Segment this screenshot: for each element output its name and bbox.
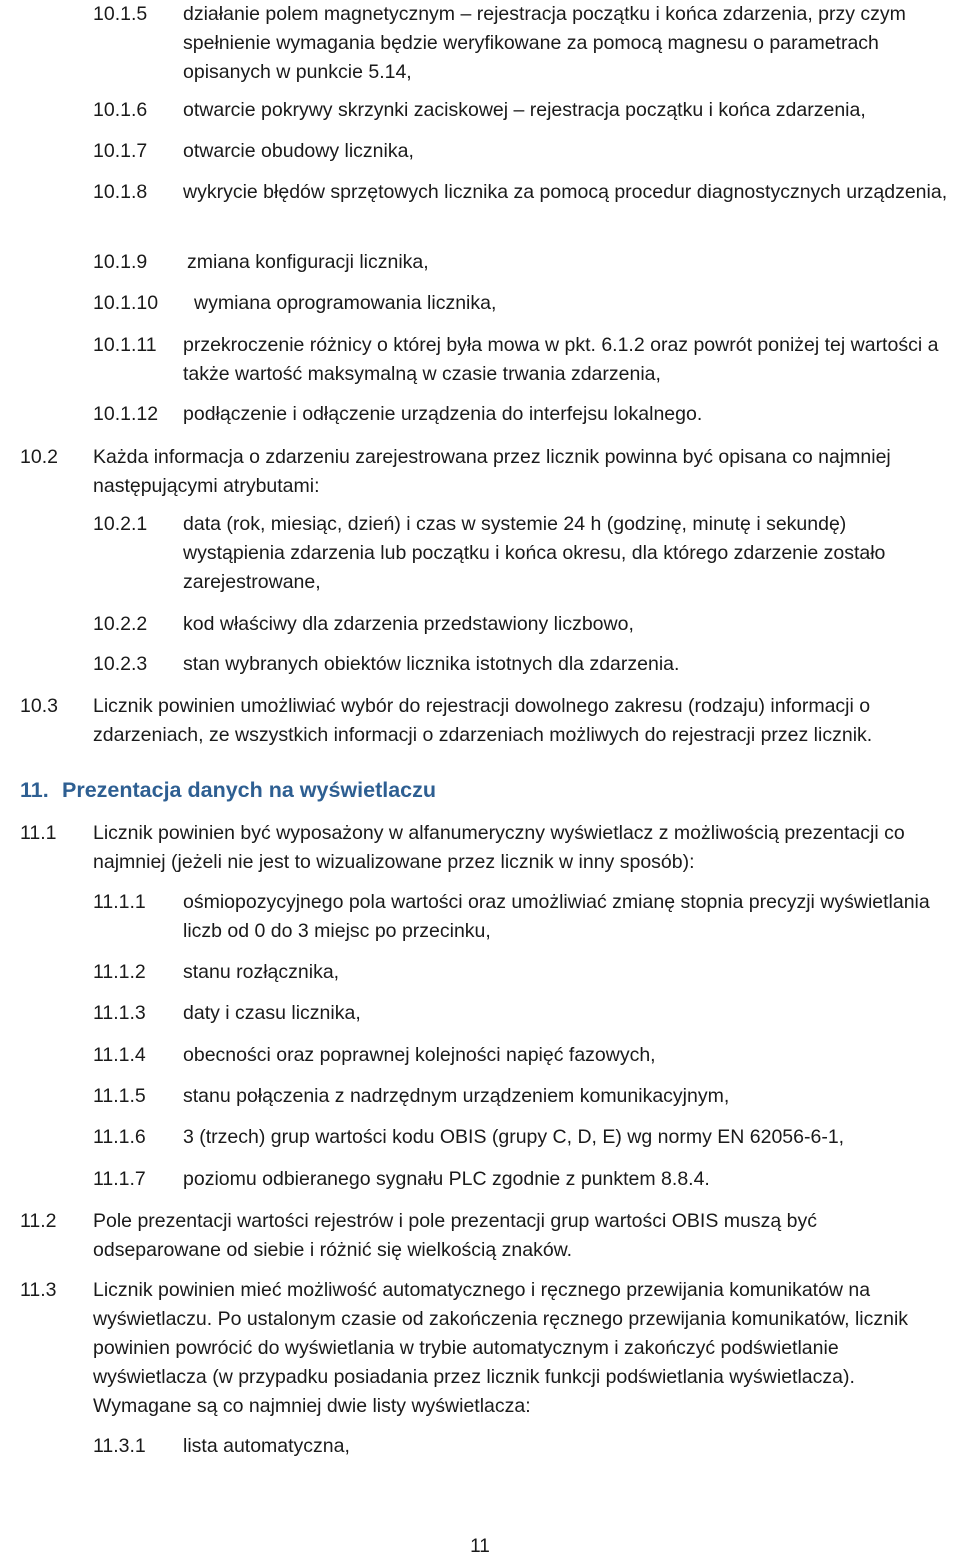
list-item [20, 443, 955, 501]
list-item [93, 96, 953, 125]
item-number: 11.1.1 [93, 891, 146, 913]
item-number: 10.1.11 [93, 334, 157, 356]
list-item [20, 819, 955, 877]
section-title: Prezentacja danych na wyświetlaczu [62, 778, 437, 802]
list-item [93, 400, 953, 429]
item-number: 10.1.5 [93, 3, 148, 25]
item-number: 10.1.6 [93, 99, 148, 121]
list-item [93, 0, 953, 87]
item-text: data (rok, miesiąc, dzień) i czas w systemie 24 h (godzinę, minutę i sekundę) wystąpienia zdarzenia lub początku i końca okresu, dla którego zdarzenie zostało zarejestrowane, [183, 513, 886, 593]
section-heading [20, 776, 436, 805]
list-item [93, 650, 953, 679]
item-text: przekroczenie różnicy o której była mowa w pkt. 6.1.2 oraz powrót poniżej tej wartości a także wartość maksymalną w czasie trwania zdarzenia, [183, 334, 939, 385]
item-number: 11.1.7 [93, 1168, 146, 1190]
item-number: 11.1 [20, 822, 57, 844]
list-item [93, 958, 953, 987]
item-number: 10.1.12 [93, 403, 159, 425]
list-item [20, 1276, 955, 1421]
item-number: 10.1.10 [93, 292, 159, 314]
item-text: wykrycie błędów sprzętowych licznika za pomocą procedur diagnostycznych urządzenia, [183, 181, 948, 203]
item-text: poziomu odbieranego sygnału PLC zgodnie z punktem 8.8.4. [183, 1168, 710, 1190]
list-item [93, 137, 953, 166]
item-text: Pole prezentacji wartości rejestrów i pole prezentacji grup wartości OBIS muszą być odseparowane od siebie i różnić się wielkością znaków. [93, 1210, 817, 1261]
item-number: 10.1.9 [93, 251, 148, 273]
list-item [20, 1207, 920, 1265]
item-number: 10.1.8 [93, 181, 148, 203]
item-text: Licznik powinien umożliwiać wybór do rejestracji dowolnego zakresu (rodzaju) informacji o zdarzeniach, ze wszystkich informacji o zdarzeniach możliwych do rejestracji przez licznik. [93, 695, 873, 746]
item-number: 11.3.1 [93, 1435, 146, 1457]
item-text: Licznik powinien mieć możliwość automatycznego i ręcznego przewijania komunikatów na wyświetlaczu. Po ustalonym czasie od zakończenia ręcznego przewijania komunikatów, licznik powinien powrócić do wyświetlania w trybie automatycznym i zakończyć podświetlanie wyświetlacza (w przypadku posiadania przez licznik funkcji podświetlania wyświetlacza). Wymagane są co najmniej dwie listy wyświetlacza: [93, 1279, 909, 1417]
item-text: lista automatyczna, [183, 1435, 350, 1457]
item-text: Licznik powinien być wyposażony w alfanumeryczny wyświetlacz z możliwością prezentacji co najmniej (jeżeli nie jest to wizualizowane przez licznik w inny sposób): [93, 822, 905, 873]
item-number: 10.2.3 [93, 653, 148, 675]
item-number: 11.1.4 [93, 1044, 146, 1066]
item-text: otwarcie obudowy licznika, [183, 140, 414, 162]
list-item [93, 610, 953, 639]
item-number: 11.2 [20, 1210, 57, 1232]
item-number: 11.3 [20, 1279, 57, 1301]
item-text: działanie polem magnetycznym – rejestracja początku i końca zdarzenia, przy czym spełnienie wymagania będzie weryfikowane za pomocą magnesu o parametrach opisanych w punkcie 5.14, [183, 3, 906, 83]
item-number: 11.1.5 [93, 1085, 146, 1107]
item-number: 10.3 [20, 695, 58, 717]
item-text: obecności oraz poprawnej kolejności napięć fazowych, [183, 1044, 656, 1066]
item-text: wymiana oprogramowania licznika, [194, 292, 497, 314]
item-number: 11.1.3 [93, 1002, 146, 1024]
item-text: kod właściwy dla zdarzenia przedstawiony liczbowo, [183, 613, 634, 635]
list-item [93, 248, 953, 277]
item-number: 11.1.6 [93, 1126, 146, 1148]
item-text: daty i czasu licznika, [183, 1002, 361, 1024]
list-item [93, 178, 953, 207]
list-item [20, 692, 955, 750]
list-item [93, 888, 953, 946]
item-number: 10.2 [20, 446, 58, 468]
section-number: 11. [20, 778, 49, 802]
page-number: 11 [470, 1536, 490, 1557]
list-item [93, 999, 953, 1028]
list-item [93, 1041, 953, 1070]
item-text: zmiana konfiguracji licznika, [187, 251, 429, 273]
list-item [93, 1165, 953, 1194]
item-text: 3 (trzech) grup wartości kodu OBIS (grupy C, D, E) wg normy EN 62056-6-1, [183, 1126, 845, 1148]
item-text: podłączenie i odłączenie urządzenia do interfejsu lokalnego. [183, 403, 703, 425]
list-item [93, 289, 953, 318]
item-text: stanu połączenia z nadrzędnym urządzeniem komunikacyjnym, [183, 1085, 730, 1107]
item-number: 10.1.7 [93, 140, 148, 162]
item-text: Każda informacja o zdarzeniu zarejestrowana przez licznik powinna być opisana co najmniej następującymi atrybutami: [93, 446, 891, 497]
list-item [93, 1123, 953, 1152]
list-item [93, 1432, 953, 1461]
list-item [93, 331, 953, 389]
item-text: stan wybranych obiektów licznika istotnych dla zdarzenia. [183, 653, 680, 675]
item-number: 10.2.1 [93, 513, 148, 535]
item-number: 11.1.2 [93, 961, 146, 983]
item-text: ośmiopozycyjnego pola wartości oraz umożliwiać zmianę stopnia precyzji wyświetlania liczb od 0 do 3 miejsc po przecinku, [183, 891, 930, 942]
item-text: otwarcie pokrywy skrzynki zaciskowej – rejestracja początku i końca zdarzenia, [183, 99, 866, 121]
list-item [93, 510, 953, 597]
list-item [93, 1082, 953, 1111]
item-text: stanu rozłącznika, [183, 961, 340, 983]
item-number: 10.2.2 [93, 613, 148, 635]
